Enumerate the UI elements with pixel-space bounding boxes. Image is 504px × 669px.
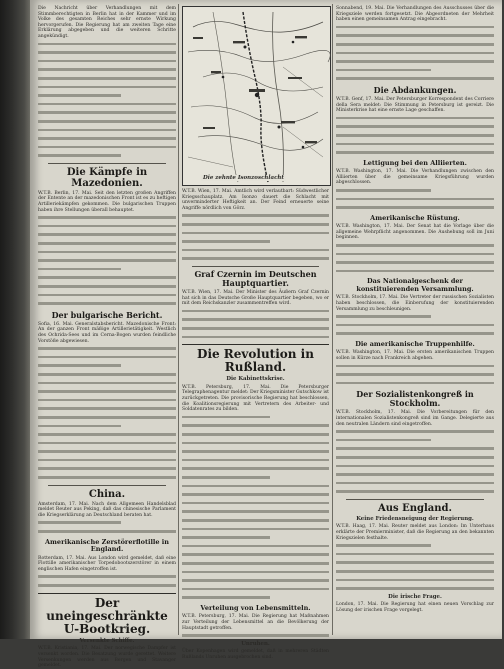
- text-line: [182, 433, 329, 436]
- article-text: W.T.B. Washington, 17. Mai. Die ersten amerikanischen Truppen sollen in Kürze nach Frankreich abgehen.: [336, 350, 494, 362]
- text-line: [336, 52, 494, 55]
- text-line: [336, 43, 494, 46]
- text-line: [336, 26, 494, 29]
- headline-uboat-war: Der uneingeschränkte U-Bootkrieg.: [46, 595, 168, 636]
- text-line: [336, 587, 494, 590]
- headline-revolution-russia: Die Revolution in Rußland.: [197, 347, 314, 375]
- text-line: [182, 588, 329, 591]
- text-line: [336, 482, 494, 485]
- article-text: W.T.B. Berlin, 17. Mai. Seit den letzten großen Angriffen der Entente an der mazedonischen Front ist es zu heftigen Artilleriekämpfen gekommen. Die bulgarischen Truppen haben ihre Stellungen überall behauptet.: [38, 190, 176, 213]
- text-line: [182, 562, 329, 565]
- text-line: [182, 493, 329, 496]
- column-rule: [332, 4, 333, 635]
- text-line: [38, 51, 176, 54]
- text-line: [336, 382, 494, 385]
- text-line: [38, 356, 176, 359]
- text-line: [336, 270, 494, 273]
- text-line: [182, 553, 329, 556]
- text-line: [182, 467, 329, 470]
- text-line: [38, 294, 176, 297]
- text-line: [38, 120, 176, 123]
- text-line: [182, 310, 329, 313]
- text-line: [38, 146, 176, 149]
- text-line: [38, 137, 176, 140]
- map-caption: Die zehnte Isonzoschlacht: [203, 175, 284, 181]
- subheading-no-peace-inclination: Keine Friedensneigung der Regierung.: [356, 515, 474, 522]
- text-line: [336, 60, 494, 63]
- separator: [48, 163, 166, 164]
- text-line: [336, 143, 494, 146]
- subheading-irish-question: Die irische Frage.: [388, 593, 442, 600]
- text-line: [182, 249, 329, 252]
- text-line: [336, 365, 494, 368]
- separator: [192, 266, 319, 267]
- headline-american-troops: Die amerikanische Truppenhilfe.: [355, 339, 475, 348]
- text-line: [38, 575, 176, 578]
- text-line: [336, 315, 431, 318]
- text-line: [38, 399, 176, 402]
- newspaper-page: [30, 0, 502, 669]
- text-line: [38, 584, 176, 587]
- separator: [182, 344, 329, 345]
- separator: [346, 499, 484, 500]
- text-line: [336, 244, 494, 247]
- text-line: [38, 60, 176, 63]
- text-line: [182, 318, 329, 321]
- headline-czernin: Graf Czernin im Deutschen Hauptquartier.: [194, 268, 317, 288]
- text-line: [38, 521, 121, 524]
- text-line: [182, 476, 270, 479]
- text-line: [38, 225, 176, 228]
- text-line: [182, 450, 329, 453]
- text-line: [38, 268, 121, 271]
- text-line: [336, 261, 494, 264]
- text-line: [336, 134, 494, 137]
- text-line: [336, 456, 494, 459]
- text-line: [182, 223, 329, 226]
- text-line: [38, 407, 176, 410]
- isonzo-map: [182, 6, 331, 186]
- text-line: [38, 425, 121, 428]
- text-line: [336, 206, 494, 209]
- article-text: Über Kopenhagen wird gemeldet, daß in mehreren Städten Rußlands Unruhen ausgebrochen sind.: [182, 649, 329, 660]
- article-text: Rotterdam, 17. Mai. Aus London wird gemeldet, daß eine Flottille amerikanischer Torpedobootszerstörer in einem englischen Hafen eingetroffen ist.: [38, 555, 176, 572]
- text-line: [38, 433, 176, 436]
- text-line: [336, 125, 494, 128]
- text-line: [336, 447, 494, 450]
- book-binding: [0, 0, 30, 639]
- text-line: [38, 103, 176, 106]
- text-line: [38, 459, 176, 462]
- text-line: [336, 570, 494, 573]
- text-line: [336, 151, 494, 154]
- article-text: W.T.B. Stockholm, 17. Mai. Die Vertreter der russischen Sozialisten haben beschlossen, die Einberufung der konstituierenden Versammlung zu beschleunigen.: [336, 295, 494, 312]
- text-line: [38, 129, 176, 132]
- text-line: [182, 545, 329, 548]
- subheading-cabinet-crisis: Die Kabinettskrise.: [226, 376, 285, 383]
- text-line: [182, 336, 329, 339]
- text-line: [336, 332, 494, 335]
- text-line: [182, 424, 329, 427]
- text-line: [38, 450, 176, 453]
- text-line: [182, 327, 329, 330]
- text-line: [38, 302, 176, 305]
- text-line: [182, 510, 329, 513]
- text-line: [336, 561, 494, 564]
- text-line: [38, 416, 176, 419]
- text-line: [336, 198, 494, 201]
- text-line: [336, 189, 431, 192]
- text-line: [38, 242, 176, 245]
- text-line: [336, 553, 494, 556]
- text-line: [182, 240, 270, 243]
- text-line: [38, 364, 121, 367]
- headline-from-england: Aus England.: [377, 502, 453, 514]
- text-line: [336, 253, 494, 256]
- subheading-sunk-ships: Versenkte Schiffe.: [79, 637, 135, 644]
- text-line: [182, 442, 329, 445]
- text-line: [38, 251, 176, 254]
- column-3: [336, 6, 494, 635]
- article-text: W.T.B. Kristiania, 17. Mai. Der norwegische Dampfer ist versenkt worden. Die Besatzung wurde gerettet. Weitere Versenkungen werden aus Bergen und Stavanger gemeldet.: [38, 646, 176, 669]
- text-line: [336, 430, 494, 433]
- text-line: [38, 43, 176, 46]
- headline-national-gift: Das Nationalgeschenk der konstituierenden Versammlung.: [356, 277, 474, 293]
- text-line: [38, 68, 176, 71]
- headline-american-armament: Amerikanische Rüstung.: [370, 213, 460, 222]
- article-text: W.T.B. Wien, 17. Mai. Amtlich wird verlautbart: Südwestlicher Kriegsschauplatz. Am Isonzo dauert die Schlacht mit unverminderter Heftigkeit an. Der Feind erneuerte seine Angriffe nördlich von Görz.: [182, 189, 329, 211]
- text-line: [38, 86, 176, 89]
- separator: [48, 485, 166, 486]
- column-rule: [178, 4, 179, 635]
- article-text: Sofia, 16. Mai. Generalstabsbericht. Mazedonische Front: An der ganzen Front mäßige Artillerietätigkeit. Westlich des Ochrida-Sees und im Cerna-Bogen wurden feindliche Vorstöße abgewiesen.: [38, 321, 176, 344]
- article-text: Sonnabend, 19. Mai. Die Verhandlungen des Ausschusses über die Kriegsziele werden fortgesetzt. Die Abgeordneten der Mehrheit haben einen gemeinsamen Antrag eingebracht.: [336, 6, 494, 23]
- text-line: [182, 571, 329, 574]
- text-line: [182, 519, 329, 522]
- headline-mazedonien: Die Kämpfe in Mazedonien.: [66, 166, 148, 189]
- text-line: [38, 285, 176, 288]
- text-line: [38, 382, 176, 385]
- article-text: London, 17. Mai. Die Regierung hat einen neuen Vorschlag zur Lösung der irischen Frage vorgelegt.: [336, 602, 494, 613]
- text-line: [38, 442, 176, 445]
- headline-abdications: Die Abdankungen.: [373, 84, 457, 95]
- column-2: [182, 6, 329, 660]
- text-line: [182, 634, 329, 637]
- headline-socialist-congress: Der Sozialistenkongreß in Stockholm.: [356, 389, 474, 409]
- text-line: [182, 579, 329, 582]
- text-line: [336, 473, 494, 476]
- text-line: [336, 77, 494, 80]
- text-line: [38, 216, 176, 219]
- text-line: [38, 530, 176, 533]
- text-line: [336, 579, 494, 582]
- headline-allies: Lettigung bei den Alliierten.: [363, 158, 467, 167]
- text-line: [38, 233, 176, 236]
- text-line: [336, 544, 431, 547]
- text-line: [38, 373, 176, 376]
- map-drawing: [183, 7, 330, 185]
- text-line: [336, 465, 494, 468]
- text-line: [336, 439, 431, 442]
- text-line: [38, 476, 176, 479]
- text-line: [182, 596, 270, 599]
- article-text: W.T.B. Stockholm, 17. Mai. Die Vorbereitungen für den internationalen Sozialistenkongreß sind im Gange. Delegierte aus den neutralen Ländern sind eingetroffen.: [336, 410, 494, 427]
- text-line: [336, 373, 494, 376]
- article-text: Die Nachricht über Verhandlungen mit dem Stimmberechtigten in Berlin hat in der Kammer und im Volke des gesamten Reiches sehr ernste Wirkung hervorgerufen. Die Regierung hat am zweiten Tage eine Erklärung abgegeben und die weiteren Schritte angekündigt.: [38, 6, 176, 39]
- text-line: [182, 232, 329, 235]
- headline-food-distribution: Verteilung von Lebensmitteln.: [200, 603, 311, 612]
- text-line: [38, 467, 176, 470]
- text-line: [182, 502, 329, 505]
- text-line: [336, 324, 494, 327]
- text-line: [38, 154, 121, 157]
- text-line: [38, 77, 176, 80]
- article-text: W.T.B. Wien, 17. Mai. Der Minister des Äußern Graf Czernin hat sich in das Deutsche Große Hauptquartier begeben, wo er mit dem Reichskanzler zusammentreffen wird.: [182, 289, 329, 307]
- text-line: [336, 69, 431, 72]
- article-text: W.T.B. Petersburg, 17. Mai. Die Regierung hat Maßnahmen zur Verteilung der Lebensmittel an die Bevölkerung der Hauptstadt getroffen.: [182, 614, 329, 631]
- text-line: [182, 459, 329, 462]
- text-line: [182, 416, 270, 419]
- text-line: [336, 34, 494, 37]
- headline-china: China.: [88, 488, 126, 500]
- article-text: W.T.B. Petersburg, 17. Mai. Die Petersburger Telegraphenagentur meldet: Der Kriegsminister Gutschkow ist zurückgetreten. Die provisorische Regierung hat beschlossen, die Koalitionsregierung mit Vertretern des Arbeiter- und Soldatenrates zu bilden.: [182, 384, 329, 413]
- article-text: W.T.B. Washington, 17. Mai. Die Verhandlungen zwischen den Alliierten über die gemeinsame Kriegsführung wurden abgeschlossen.: [336, 169, 494, 186]
- text-line: [336, 117, 494, 120]
- text-line: [38, 276, 176, 279]
- text-line: [38, 347, 176, 350]
- text-line: [182, 528, 329, 531]
- text-line: [182, 485, 329, 488]
- headline-destroyer-flotilla: Amerikanische Zerstörerflotille in England.: [45, 537, 169, 554]
- text-line: [182, 257, 329, 260]
- text-line: [38, 111, 176, 114]
- article-text: W.T.B. Haag, 17. Mai. Reuter meldet aus London: Im Unterhaus erklärte der Premierminister, daß die Regierung an den bekannten Kriegszielen festhalte.: [336, 524, 494, 541]
- text-line: [38, 259, 176, 262]
- subheading-unrest: Unruhen.: [241, 640, 270, 647]
- text-line: [182, 214, 329, 217]
- text-line: [182, 536, 270, 539]
- text-line: [38, 390, 176, 393]
- column-1: [38, 6, 176, 669]
- article-text: W.T.B. Genf, 17. Mai. Der Petersburger Korrespondent des Corriere della Sera meldet: Die Stimmung in Petersburg ist gereizt. Die Ministerkrise hat eine ernste Lage geschaffen.: [336, 96, 494, 114]
- article-text: Amsterdam, 17. Mai. Nach dem Allgemeen Handelsblad meldet Reuter aus Peking, daß das chinesische Parlament die Kriegserklärung an Deutschland beraten hat.: [38, 501, 176, 518]
- text-line: [38, 94, 121, 97]
- separator: [38, 593, 176, 594]
- headline-bulgarian-report: Der bulgarische Bericht.: [51, 309, 163, 320]
- article-text: W.T.B. Washington, 17. Mai. Der Senat hat die Vorlage über die allgemeine Wehrpflicht angenommen. Die Aushebung soll im Juni beginnen.: [336, 224, 494, 241]
- text-line: [336, 490, 494, 493]
